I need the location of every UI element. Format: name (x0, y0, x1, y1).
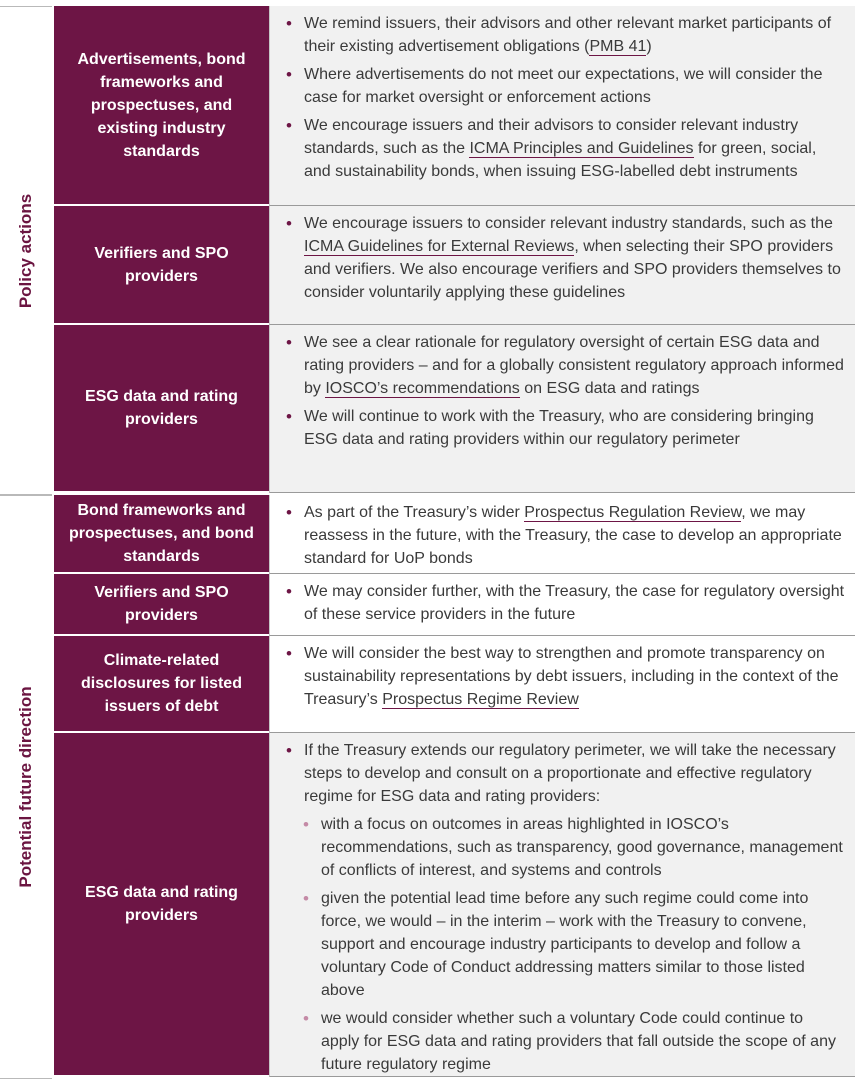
category-cell: Advertisements, bond frameworks and prospectuses, and existing industry standards (54, 6, 269, 206)
table-row (54, 733, 855, 1077)
category-cell: ESG data and rating providers (54, 733, 269, 1077)
content-cell (269, 6, 855, 206)
section-label-potential-future-direction (0, 495, 52, 1079)
table-row (54, 206, 855, 325)
bullet-item: • We encourage issuers and their advisors to consider relevant industry standards, such as the ICMA Principles and Guidelines for green, social, and sustainability bonds, when issuing ESG-labelled debt instruments (286, 114, 845, 183)
content-cell (269, 206, 855, 325)
bullet-item: • As part of the Treasury’s wider Prospectus Regulation Review, we may reassess in the future, with the Treasury, the case to develop an appropriate standard for UoP bonds (286, 501, 845, 570)
table-row (54, 495, 855, 574)
bullet-item: • We see a clear rationale for regulatory oversight of certain ESG data and rating providers – and for a globally consistent regulatory approach informed by IOSCO’s recommendations on ESG data and ratings (286, 331, 845, 400)
bullet-item: • We will continue to work with the Treasury, who are considering bringing ESG data and rating providers within our regulatory perimeter (286, 405, 845, 451)
category-cell: Verifiers and SPO providers (54, 206, 269, 325)
prospectus-regime-review-link[interactable]: Prospectus Regime Review (382, 691, 579, 708)
table-row (54, 6, 855, 206)
bullet-item: • We remind issuers, their advisors and other relevant market participants of their existing advertisement obligations (PMB 41) (286, 12, 845, 58)
sub-bullet-item: • with a focus on outcomes in areas highlighted in IOSCO’s recommendations, such as transparency, good governance, management of conflicts of interest, and systems and controls (303, 813, 845, 882)
content-cell (269, 574, 855, 636)
category-cell: ESG data and rating providers (54, 325, 269, 493)
bullet-item: • Where advertisements do not meet our expectations, we will consider the case for market oversight or enforcement actions (286, 63, 845, 109)
content-cell (269, 495, 855, 574)
icma-external-reviews-link[interactable]: ICMA Guidelines for External Reviews (304, 238, 575, 255)
sub-bullet-item: • we would consider whether such a voluntary Code could continue to apply for ESG data and rating providers that fall outside the scope of any future regulatory regime (303, 1007, 845, 1076)
table-row (54, 325, 855, 493)
content-cell (269, 636, 855, 733)
category-cell: Bond frameworks and prospectuses, and bond standards (54, 495, 269, 574)
bullet-item: • We may consider further, with the Treasury, the case for regulatory oversight of these service providers in the future (286, 580, 845, 626)
table-row (54, 636, 855, 733)
icma-principles-link[interactable]: ICMA Principles and Guidelines (469, 140, 694, 157)
section-label-text: Policy actions (16, 193, 35, 308)
content-cell (269, 733, 855, 1077)
section-label-policy-actions (0, 6, 52, 495)
table-row (54, 574, 855, 636)
iosco-recommendations-link[interactable]: IOSCO’s recommendations (325, 380, 520, 397)
content-cell (269, 325, 855, 493)
bullet-item: • We will consider the best way to strengthen and promote transparency on sustainability representations by debt issuers, including in the context of the Treasury’s Prospectus Regime Review (286, 642, 845, 711)
bullet-item: • We encourage issuers to consider relevant industry standards, such as the ICMA Guidelines for External Reviews, when selecting their SPO providers and verifiers. We also encourage verifiers and SPO providers themselves to consider voluntarily applying these guidelines (286, 212, 845, 304)
section-label-text: Potential future direction (16, 686, 35, 888)
category-cell: Climate-related disclosures for listed issuers of debt (54, 636, 269, 733)
category-cell: Verifiers and SPO providers (54, 574, 269, 636)
sub-bullet-item: • given the potential lead time before any such regime could come into force, we would – in the interim – work with the Treasury to convene, support and encourage industry participants to develop and follow a voluntary Code of Conduct addressing matters similar to those listed above (303, 887, 845, 1002)
bullet-item: • If the Treasury extends our regulatory perimeter, we will take the necessary steps to develop and consult on a proportionate and effective regulatory regime for ESG data and rating providers: (286, 739, 845, 808)
pmb-41-link[interactable]: PMB 41 (589, 38, 647, 55)
prospectus-regulation-review-link[interactable]: Prospectus Regulation Review (524, 504, 742, 521)
